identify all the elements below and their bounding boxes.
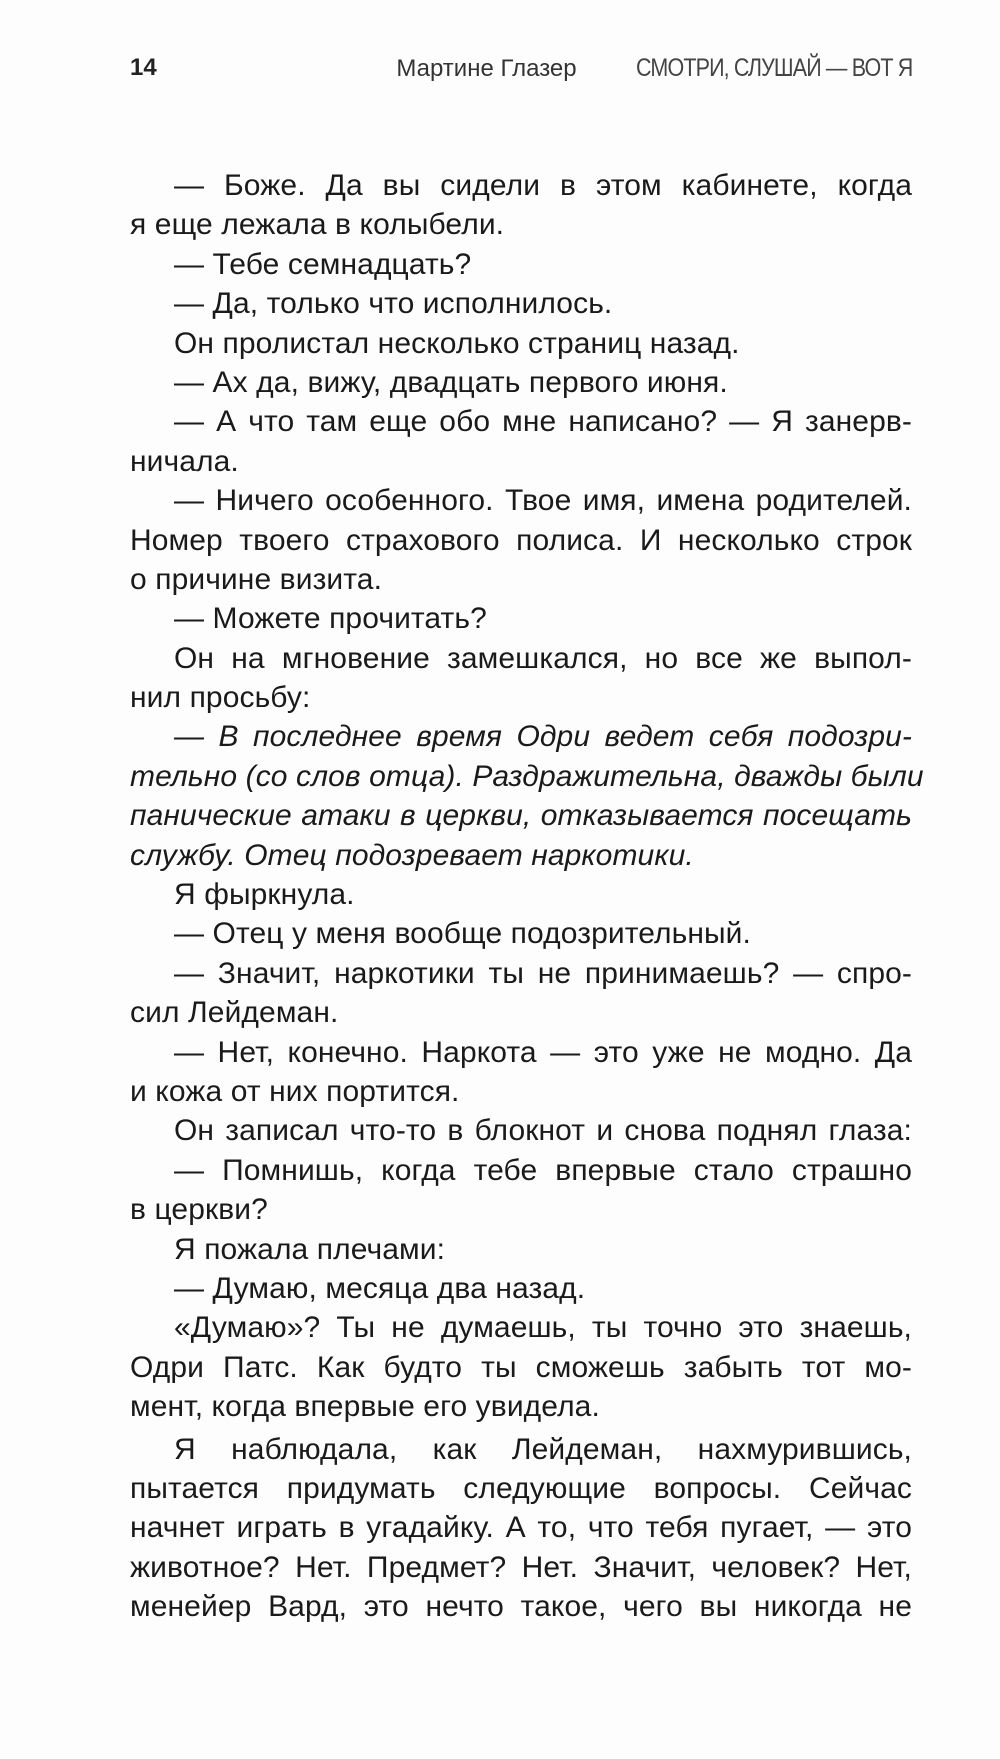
text-line: о причине визита. [130, 562, 383, 596]
page-number: 14 [130, 54, 157, 81]
text-line: панические атаки в церкви, отказывается посещать [130, 799, 912, 833]
author-name: Мартине Глазер [396, 55, 577, 82]
text-line: — Боже. Да вы сидели в этом кабинете, когда [174, 169, 912, 202]
book-title: СМОТРИ, СЛУШАЙ — ВОТ Я [635, 54, 912, 82]
text-line: начнет играть в угадайку. А то, что тебя пугает, — это [130, 1511, 912, 1545]
page-header [130, 50, 912, 90]
text-line: сил Лейдеман. [130, 996, 339, 1030]
text-line: менейер Вард, это нечто такое, чего вы никогда не [130, 1590, 912, 1624]
text-line: службу. Отец подозревает наркотики. [130, 838, 694, 872]
text-line: — В последнее время Одри ведет себя подозри- [174, 720, 912, 754]
text-line: — Да, только что исполнилось. [174, 287, 613, 321]
text-line: животное? Нет. Предмет? Нет. Значит, человек? Нет, [130, 1550, 912, 1584]
text-line: Он на мгновение замешкался, но все же выпол- [174, 641, 912, 675]
text-line: — Можете прочитать? [174, 602, 487, 636]
text-line: тельно (со слов отца). Раздражительна, дважды были [130, 759, 924, 793]
text-line: Я наблюдала, как Лейдеман, нахмурившись, [174, 1432, 912, 1466]
text-line: Одри Патс. Как будто ты сможешь забыть тот мо- [130, 1350, 912, 1384]
text-line: — Ничего особенного. Твое имя, имена родителей. [174, 484, 912, 518]
text-line: пытается придумать следующие вопросы. Сейчас [130, 1471, 912, 1505]
text-line: ничала. [130, 444, 239, 478]
running-head [396, 54, 912, 83]
text-line: — Значит, наркотики ты не принимаешь? — спро- [174, 956, 912, 990]
text-line: Я фыркнула. [174, 878, 355, 912]
text-line: — Нет, конечно. Наркота — это уже не модно. Да [174, 1035, 912, 1069]
text-line: — Отец у меня вообще подозрительный. [174, 917, 751, 951]
text-line: Номер твоего страхового полиса. И несколько строк [130, 523, 912, 557]
text-line: в церкви? [130, 1193, 268, 1227]
body-text [130, 166, 924, 1626]
text-line: — А что там еще обо мне написано? — Я занерв- [174, 405, 912, 439]
text-line: «Думаю»? Ты не думаешь, ты точно это знаешь, [174, 1311, 912, 1345]
text-line: — Думаю, месяца два назад. [174, 1271, 586, 1305]
text-line: мент, когда впервые его увидела. [130, 1390, 600, 1424]
text-line: — Ах да, вижу, двадцать первого июня. [174, 365, 728, 399]
text-line: Я пожала плечами: [174, 1232, 446, 1266]
text-line: и кожа от них портится. [130, 1074, 460, 1108]
text-line: Он пролистал несколько страниц назад. [174, 326, 740, 360]
text-line: Он записал что-то в блокнот и снова поднял глаза: [174, 1114, 912, 1148]
text-line: нил просьбу: [130, 681, 311, 715]
text-line: я еще лежала в колыбели. [130, 208, 505, 242]
text-line: — Помнишь, когда тебе впервые стало страшно [174, 1153, 912, 1187]
text-line: — Тебе семнадцать? [174, 247, 472, 281]
